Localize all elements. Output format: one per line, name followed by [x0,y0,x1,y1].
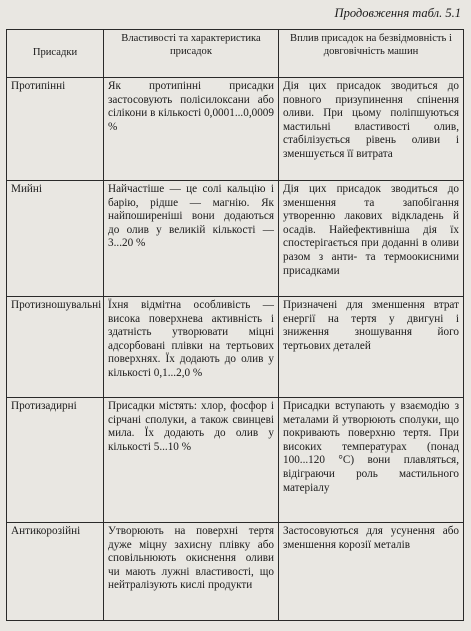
additive-effect: Застосовуються для усунення або зменшення корозії металів [279,523,464,621]
column-header-properties: Властивості та характеристика присадок [104,30,279,78]
additive-name: Антикорозійні [7,523,104,621]
additive-name: Протизношувальні [7,297,104,398]
additives-table [6,29,464,621]
additive-name: Протизадирні [7,398,104,523]
additive-name: Мийні [7,181,104,297]
column-header-effect: Вплив присадок на безвідмовність і довговічність машин [279,30,464,78]
table-row [7,523,464,621]
additive-properties: Найчастіше — це солі кальцію і барію, рідше — магнію. Як найпоширеніші вони додаються до олив у великій кількості — 3...20 % [104,181,279,297]
additive-properties: Як протипінні присадки застосовують полісилоксани або сілікони в кількості 0,0001...0,0009 % [104,78,279,181]
additive-effect: Призначені для зменшення втрат енергії на тертя у двигуні і зниження зношування його тертьових деталей [279,297,464,398]
additive-effect: Дія цих присадок зводиться до зменшення та запобігання утворенню лакових відкладень й осадів. Найефективніша дія їх спостерігається при доданні в оливи разом з анти- та термоокисними присадками [279,181,464,297]
table-row [7,398,464,523]
table-header-row [7,30,464,78]
table-row [7,78,464,181]
additive-name: Протипінні [7,78,104,181]
table-row [7,181,464,297]
additive-properties: Їхня відмітна особливість — висока поверхнева активність і здатність утворювати міцні адсорбовані плівки на тертьових поверхнях. Їх додають до олив у кількості 0,1...2,0 % [104,297,279,398]
additive-effect: Дія цих присадок зводиться до повного призупинення спінення оливи. При цьому поліпшуються мастильні властивості олив, стабілізується рівень оливи і зменшується її витрата [279,78,464,181]
table-caption: Продовження табл. 5.1 [334,6,461,20]
column-header-additives: Присадки [7,30,104,78]
table-row [7,297,464,398]
additive-effect: Присадки вступають у взаємодію з металами й утворюють сполуки, що покривають поверхню тертя. При високих температурах (понад 100...120 °C) вони плавляться, відіграючи роль мастильного матеріалу [279,398,464,523]
additive-properties: Утворюють на поверхні тертя дуже міцну захисну плівку або сповільнюють окиснення оливи чи мають лужні властивості, що нейтралізують кислі продукти [104,523,279,621]
additive-properties: Присадки містять: хлор, фосфор і сірчані сполуки, а також свинцеві мила. Їх додають до олив у кількості 5...10 % [104,398,279,523]
